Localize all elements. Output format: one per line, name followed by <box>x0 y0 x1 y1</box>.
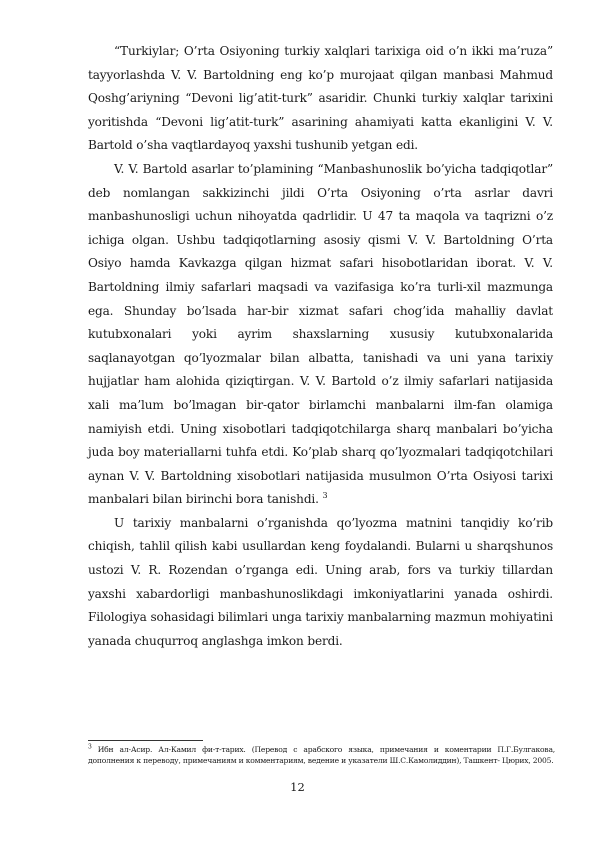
paragraph-2-text: V. V. Bartold asarlar to’plamining “Manbashunoslik bo’yicha tadqiqotlar” deb nomlangan sakkizinchi jildi O’rta Osiyoning o’rta asrlar davri manbashunosligi uchun nihoyatda qadrlidir. U 47 ta maqola va taqrizni o’z ichiga olgan. Ushbu tadqiqotlarning asosiy qismi V. V. Bartoldning O’rta Osiyo hamda Kavkazga qilgan hizmat safari hisobotlaridan iborat. V. V. Bartoldning ilmiy safarlari maqsadi va vazifasiga ko’ra turli-xil mazmunga ega. Shunday bo’lsada har-bir xizmat safari chog’ida mahalliy davlat kutubxonalari yoki ayrim shaxslarning xususiy kutubxonalarida saqlanayotgan qo’lyozmalar bilan albatta, tanishadi va uni yana tarixiy hujjatlar ham alohida qiziqtirgan. V. V. Bartold o’z ilmiy safarlari natijasida xali ma’lum bo’lmagan bir-qator birlamchi manbalarni ilm-fan olamiga namiyish etdi. Uning xisobotlari tadqiqotchilarga sharq manbalari bo’yicha juda boy materiallarni tuhfa etdi. Ko’plab sharq qo’lyozmalari tadqiqotchilari aynan V. V. Bartoldning xisobotlari natijasida musulmon O’rta Osiyosi tarixi manbalari bilan birinchi bora tanishdi. <box>88 161 553 507</box>
footnote-reference[interactable]: 3 <box>322 491 328 501</box>
footnote-divider <box>88 740 203 741</box>
paragraph-3: U tarixiy manbalarni o’rganishda qo’lyozma matnini tanqidiy ko’rib chiqish, tahlil qilish kabi usullardan keng foydalandi. Bularni u sharqshunos ustozi V. R. Rozendan o’rganga edi. Uning arab, fors va turkiy tillardan yaxshi xabardorligi manbashunoslikdagi imkoniyatlarini yanada oshirdi. Filologiya sohasidagi bilimlari unga tarixiy manbalarning mazmun mohiyatini yanada chuqurroq anglashga imkon berdi. <box>88 515 553 648</box>
paragraph-2 <box>88 158 553 512</box>
footnote <box>88 744 555 766</box>
footnote-number: 3 <box>88 743 92 751</box>
paragraph-1: “Turkiylar; O’rta Osiyoning turkiy xalqlari tarixiga oid o’n ikki ma’ruza” tayyorlashda V. V. Bartoldning eng ko’p murojaat qilgan manbasi Mahmud Qoshg’ariyning “Devoni lig’atit-turk” asaridir. Chunki turkiy xalqlar tarixini yoritishda “Devoni lig’atit-turk” asarining ahamiyati katta ekanligini V. V. Bartold o’sha vaqtlardayoq yaxshi tushunib yetgan edi. <box>88 44 553 153</box>
page-number: 12 <box>290 780 305 794</box>
document-body <box>88 40 553 653</box>
footnote-text: Ибн ал-Асир. Ал-Камил фи-т-тарих. (Перевод с арабского языка, примечания и коментарии П.Г.Булгакова, дополнения к переводу, примечаниям и комментариям, ведение и указатели Ш.С.Камолиддин), Ташкент- Цюрих, 2005. <box>88 745 556 765</box>
